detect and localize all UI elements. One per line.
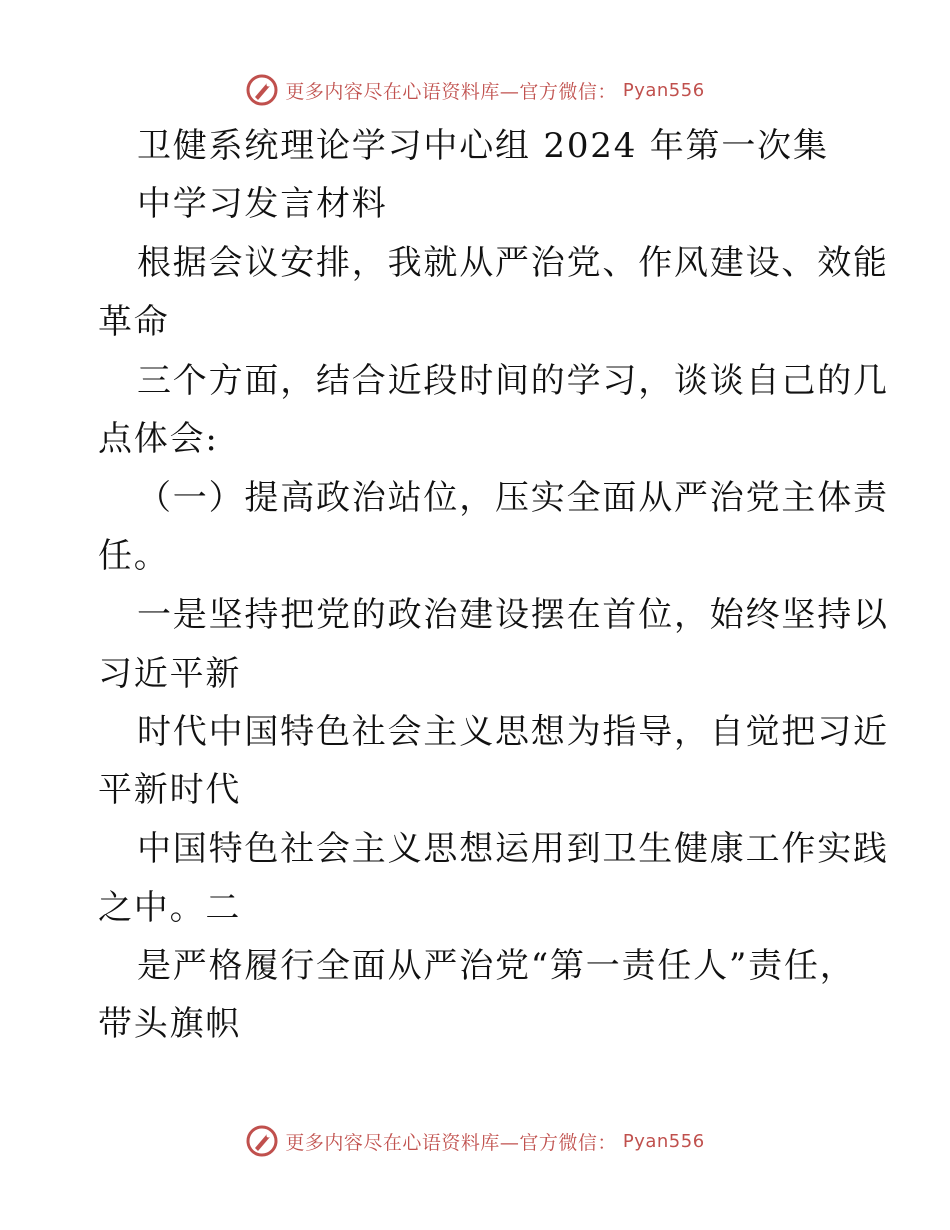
paragraph-line: 之中。二 [98,888,242,928]
paragraph-line: 一是坚持把党的政治建设摆在首位，始终坚持以 [137,595,889,635]
watermark-footer [0,1121,950,1161]
watermark-wechat-id: Pyan556 [622,79,705,101]
watermark-wechat-id: Pyan556 [622,1130,705,1152]
title-line-1: 卫健系统理论学习中心组 2024 年第一次集 [137,126,829,166]
paragraph-line: 三个方面，结合近段时间的学习，谈谈自己的几 [137,361,889,401]
title-line-2: 中学习发言材料 [137,184,388,224]
paragraph-line: 革命 [98,302,170,342]
paragraph-line: 平新时代 [98,770,242,810]
section-heading-line: （一）提高政治站位，压实全面从严治党主体责 [137,478,889,518]
paragraph-line: 时代中国特色社会主义思想为指导，自觉把习近 [137,712,889,752]
watermark-text: 更多内容尽在心语资料库—官方微信： [285,1131,617,1154]
watermark-text: 更多内容尽在心语资料库—官方微信： [285,80,617,103]
paragraph-line: 习近平新 [98,654,242,694]
paragraph-line: 点体会: [98,419,219,459]
pen-nib-circle-icon [245,73,279,107]
paragraph-line: 带头旗帜 [98,1004,242,1044]
watermark-header [0,70,950,110]
pen-nib-circle-icon [245,1124,279,1158]
paragraph-line: 中国特色社会主义思想运用到卫生健康工作实践 [137,829,889,869]
paragraph-line: 是严格履行全面从严治党“第一责任人”责任， [137,946,856,986]
section-heading-line: 任。 [98,536,170,576]
paragraph-line: 根据会议安排，我就从严治党、作风建设、效能 [137,243,889,283]
